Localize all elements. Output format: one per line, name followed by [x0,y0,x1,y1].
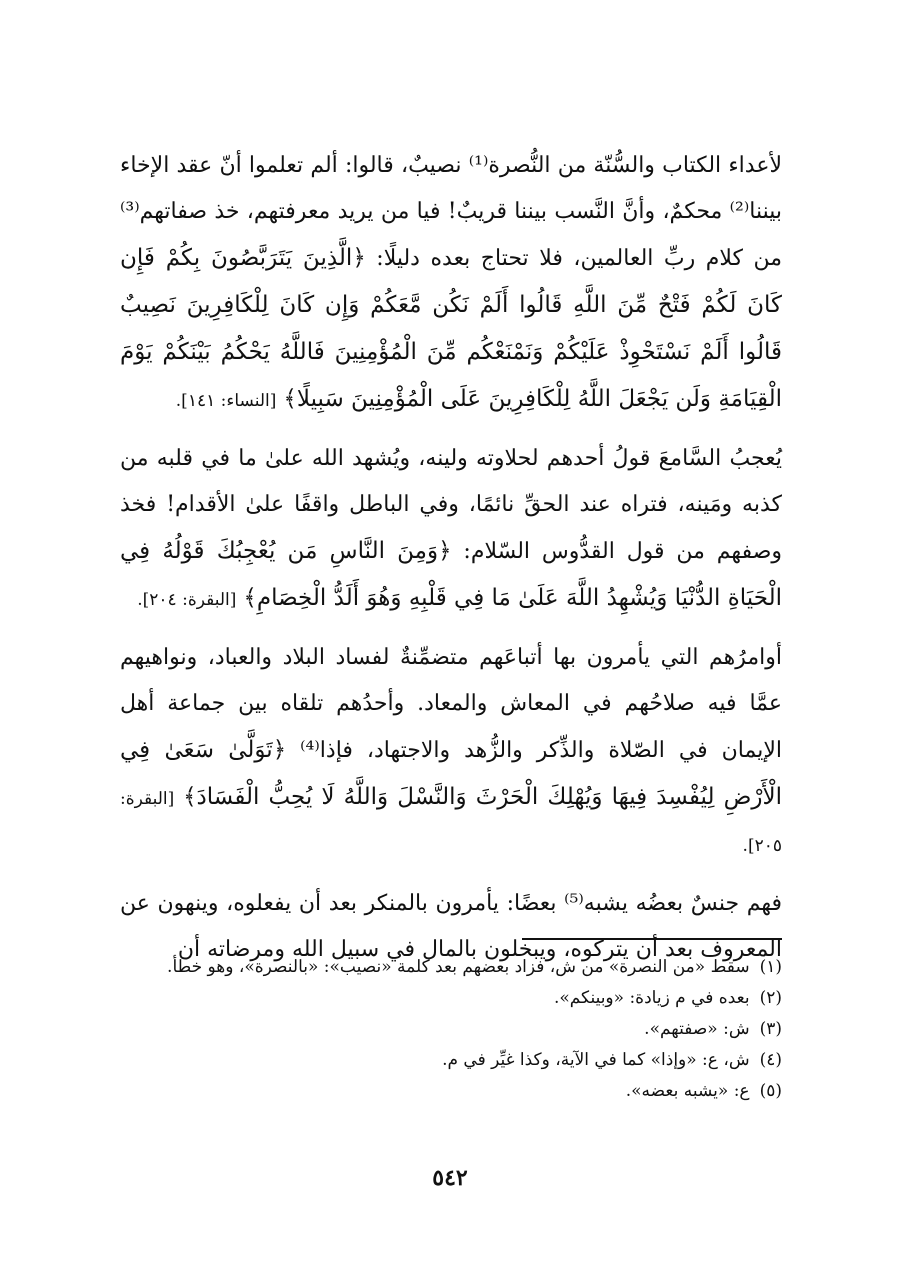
footnote-item [120,952,782,983]
verse-reference: [البقرة: ٢٠٥]. [120,789,782,856]
paragraph-2 [120,436,782,623]
footnote-divider [522,938,782,940]
paragraph-1 [120,143,782,424]
footnote-text: ع: «يشبه بعضه». [625,1081,750,1101]
footnote-item [120,1076,782,1107]
footnote-number: (٤) [759,1050,782,1070]
page-body [120,143,782,985]
footnote-number: (١) [759,957,782,977]
page-number: ٥٤٢ [432,1165,468,1191]
paragraph-text: فهم جنسٌ بعضُه يشبه⁽⁵⁾ بعضًا: يأمرون بالمنكر بعد أن يفعلوه، وينهون عن المعروف بعد أن يتركوه، ويبخلون بالمال في سبيل الله ومرضاته أن [120,891,782,962]
verse-reference: [البقرة: ٢٠٤]. [137,590,237,610]
footnote-text: سقط «من النصرة» من ش، فزاد بعضهم بعد كلمة «نصيب»: «بالنصرة»، وهو خطأ. [167,957,750,977]
paragraph-3 [120,635,782,869]
footnote-text: ش، ع: «وإذا» كما في الآية، وكذا غيِّر في م. [442,1050,750,1070]
footnote-number: (٥) [759,1081,782,1101]
paragraph-text: أوامرُهم التي يأمرون بها أتباعَهم متضمِّنةٌ لفساد البلاد والعباد، ونواهيهم عمَّا فيه صلاحُهم في المعاش والمعاد. وأحدُهم تلقاه بين جماعة أهل الإيمان في الصّلاة والذِّكر والزُّهد والاجتهاد، فإذا⁽⁴⁾ [120,645,782,763]
footnotes [120,952,782,1107]
footnote-number: (٣) [759,1019,782,1039]
footnote-text: بعده في م زيادة: «وبينكم». [553,988,750,1008]
footnote-number: (٢) [759,988,782,1008]
verse-reference: [النساء: ١٤١]. [175,391,277,411]
footnote-item [120,983,782,1014]
quran-verse: ﴿وَمِنَ النَّاسِ مَن يُعْجِبُكَ قَوْلُهُ فِي الْحَيَاةِ الدُّنْيَا وَيُشْهِدُ اللَّهَ عَلَىٰ مَا فِي قَلْبِهِ وَهُوَ أَلَدُّ الْخِصَامِ﴾ [120,538,782,611]
paragraph-text: لأعداء الكتاب والسُّنّة من النُّصرة⁽¹⁾ نصيبٌ، قالوا: ألم تعلموا أنّ عقد الإخاء بيننا⁽²⁾ محكمٌ، وأنَّ النَّسب بيننا قريبٌ! فيا من يريد معرفتهم، خذ صفاتهم⁽³⁾ من كلام ربِّ العالمين، فلا تحتاج بعده دليلًا: [120,153,782,271]
footnote-text: ش: «صفتهم». [644,1019,750,1039]
quran-verse: ﴿تَوَلَّىٰ سَعَىٰ فِي الْأَرْضِ لِيُفْسِدَ فِيهَا وَيُهْلِكَ الْحَرْثَ وَالنَّسْلَ وَاللَّهُ لَا يُحِبُّ الْفَسَادَ﴾ [120,737,782,810]
quran-verse: ﴿الَّذِينَ يَتَرَبَّصُونَ بِكُمْ فَإِن كَانَ لَكُمْ فَتْحٌ مِّنَ اللَّهِ قَالُوا أَلَمْ نَكُن مَّعَكُمْ وَإِن كَانَ لِلْكَافِرِينَ نَصِيبٌ قَالُوا أَلَمْ نَسْتَحْوِذْ عَلَيْكُمْ وَنَمْنَعْكُم مِّنَ الْمُؤْمِنِينَ فَاللَّهُ يَحْكُمُ بَيْنَكُمْ يَوْمَ الْقِيَامَةِ وَلَن يَجْعَلَ اللَّهُ لِلْكَافِرِينَ عَلَى الْمُؤْمِنِينَ سَبِيلًا﴾ [120,245,782,412]
paragraph-text: يُعجبُ السَّامعَ قولُ أحدهم لحلاوته ولينه، ويُشهد الله علىٰ ما في قلبه من كذبه ومَينه، فتراه عند الحقِّ نائمًا، وفي الباطل واقفًا علىٰ الأقدام! فخذ وصفهم من قول القدُّوس السّلام: [120,446,783,564]
footnote-item [120,1045,782,1076]
footnote-item [120,1014,782,1045]
